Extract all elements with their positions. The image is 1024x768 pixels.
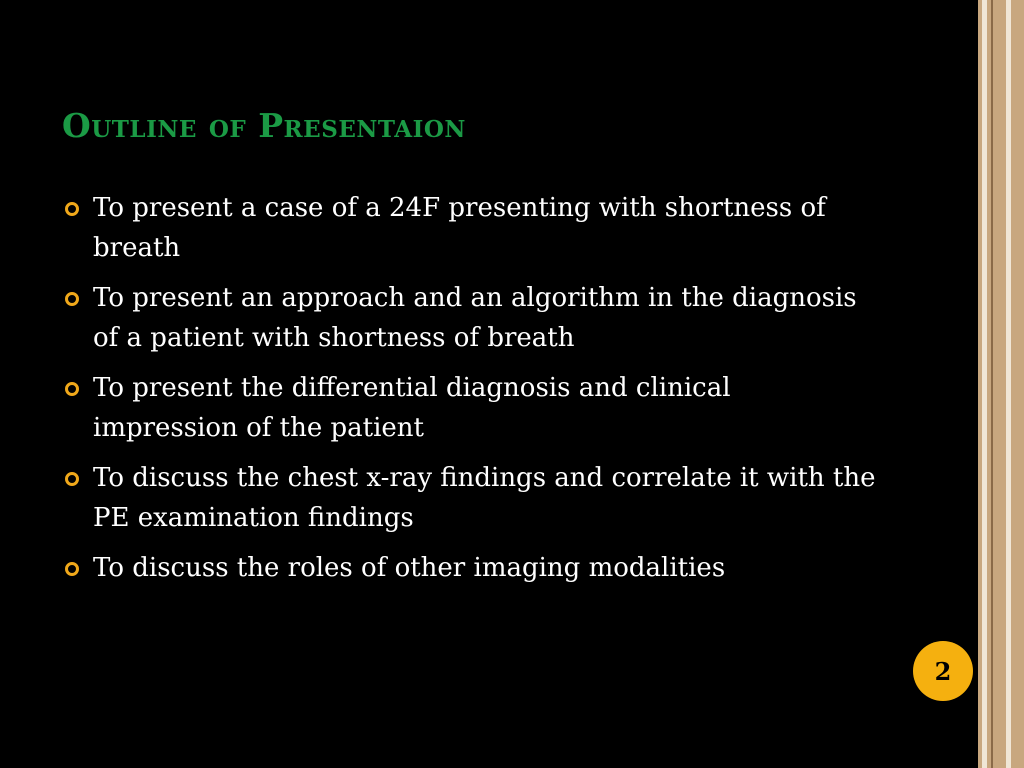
page-number-badge: 2	[913, 641, 973, 701]
border-strip-tan	[1011, 0, 1024, 768]
bullet-item	[62, 278, 882, 358]
bullet-list	[62, 188, 882, 598]
bullet-item	[62, 458, 882, 538]
bullet-text: To present a case of a 24F presenting with shortness of breath	[93, 193, 826, 263]
bullet-item	[62, 368, 882, 448]
bullet-ring-icon	[65, 562, 79, 576]
bullet-ring-icon	[65, 382, 79, 396]
bullet-ring-icon	[65, 472, 79, 486]
bullet-ring-icon	[65, 202, 79, 216]
bullet-text: To present the differential diagnosis and clinical impression of the patient	[93, 373, 731, 443]
bullet-text: To discuss the chest x-ray findings and correlate it with the PE examination findings	[93, 463, 876, 533]
bullet-text: To present an approach and an algorithm in the diagnosis of a patient with shortness of breath	[93, 283, 857, 353]
bullet-ring-icon	[65, 292, 79, 306]
bullet-item	[62, 188, 882, 268]
bullet-text: To discuss the roles of other imaging modalities	[93, 553, 726, 583]
slide-title: Outline of Presentaion	[62, 106, 466, 145]
border-strip-tan	[993, 0, 1006, 768]
bullet-item	[62, 548, 882, 588]
